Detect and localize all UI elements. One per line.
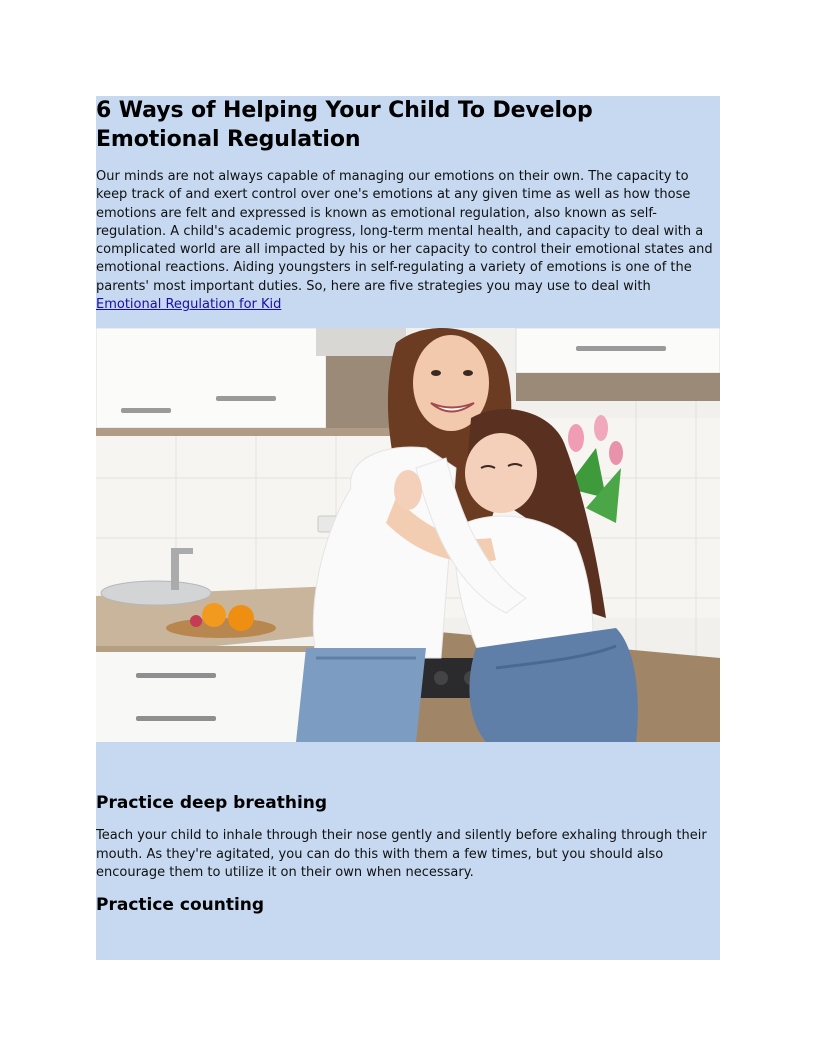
spacer [96,742,720,792]
article-title: 6 Ways of Helping Your Child To Develop Emotional Regulation [96,98,593,152]
section-heading-deep-breathing: Practice deep breathing [96,793,328,814]
section-text-deep-breathing: Teach your child to inhale through their nose gently and silently before exhaling through their mouth. As they're agitated, you can do this with them a few times, but you should also encourage them to utilize it on their own when necessary. [96,828,707,880]
section-heading-counting: Practice counting [96,895,265,916]
emotional-regulation-link[interactable]: Emotional Regulation for Kid [96,297,282,313]
article-block [96,96,720,960]
intro-paragraph [96,168,720,314]
mother-daughter-hug-photo [96,328,720,742]
intro-text: Our minds are not always capable of managing our emotions on their own. The capacity to keep track of and exert control over one's emotions at any given time as well as how those emotions are felt and expressed is known as emotional regulation, also known as self-regulation. A child's academic progress, long-term mental health, and capacity to deal with a complicated world are all impacted by his or her capacity to control their emotional states and emotional reactions. Aiding youngsters in self-regulating a variety of emotions is one of the parents' most important duties. So, here are five strategies you may use to deal with [96,169,713,294]
